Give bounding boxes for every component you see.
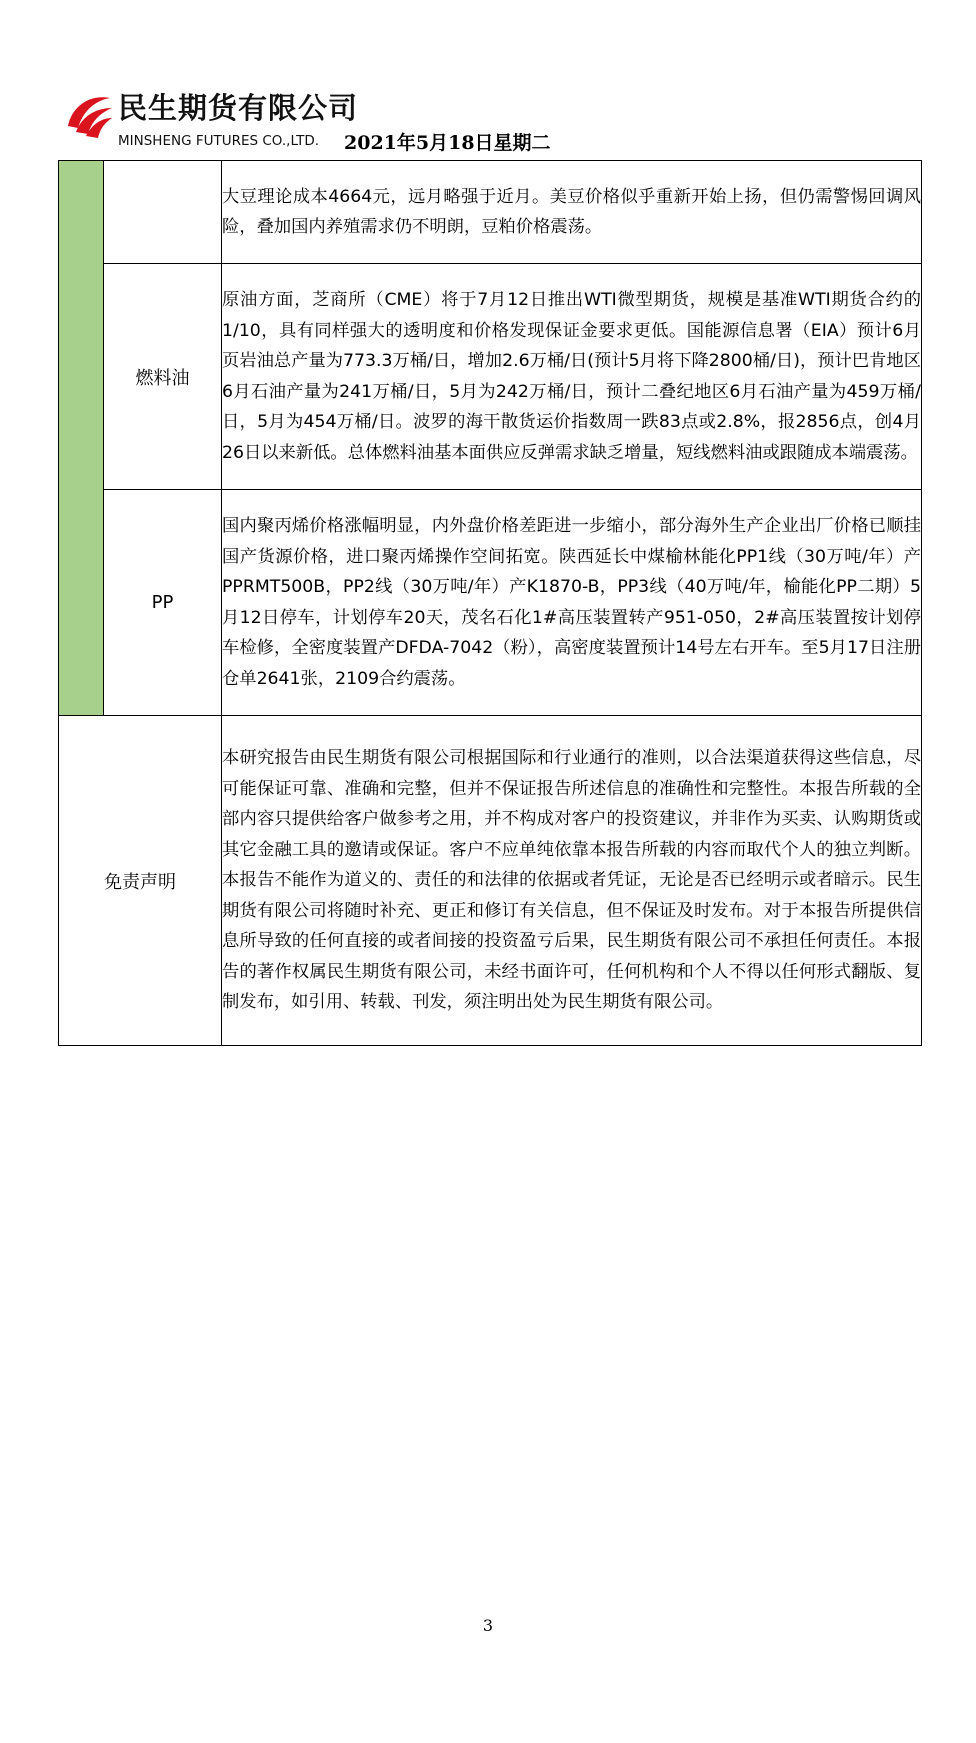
commodity-table — [58, 160, 922, 1046]
category-sidebar — [59, 161, 104, 716]
row-content: 大豆理论成本4664元，远月略强于近月。美豆价格似乎重新开始上扬，但仍需警惕回调风险，叠加国内养殖需求仍不明朗，豆粕价格震荡。 — [222, 161, 922, 264]
report-date: 2021年5月18日星期二 — [344, 132, 551, 154]
row-label: PP — [104, 490, 222, 716]
row-label: 燃料油 — [104, 264, 222, 490]
company-name-cn: 民生期货有限公司 — [118, 91, 359, 125]
disclaimer-row — [59, 716, 922, 1046]
page-header — [62, 84, 942, 154]
minsheng-logo-icon — [62, 88, 116, 142]
table-row — [59, 490, 922, 716]
table-row — [59, 161, 922, 264]
table-row — [59, 264, 922, 490]
row-content: 原油方面，芝商所（CME）将于7月12日推出WTI微型期货，规模是基准WTI期货合约的1/10，具有同样强大的透明度和价格发现保证金要求更低。国能源信息署（EIA）预计6月页岩油总产量为773.3万桶/日，增加2.6万桶/日(预计5月将下降2800桶/日)，预计巴肯地区6月石油产量为241万桶/日，5月为242万桶/日，预计二叠纪地区6月石油产量为459万桶/日，5月为454万桶/日。波罗的海干散货运价指数周一跌83点或2.8%，报2856点，创4月26日以来新低。总体燃料油基本面供应反弹需求缺乏增量，短线燃料油或跟随成本端震荡。 — [222, 264, 922, 490]
disclaimer-label: 免责声明 — [59, 716, 222, 1046]
company-name-en: MINSHENG FUTURES CO.,LTD. — [118, 133, 320, 149]
row-label — [104, 161, 222, 264]
row-content: 国内聚丙烯价格涨幅明显，内外盘价格差距进一步缩小，部分海外生产企业出厂价格已顺挂国产货源价格，进口聚丙烯操作空间拓宽。陕西延长中煤榆林能化PP1线（30万吨/年）产PPRMT500B，PP2线（30万吨/年）产K1870-B，PP3线（40万吨/年，榆能化PP二期）5月12日停车，计划停车20天，茂名石化1#高压装置转产951-050，2#高压装置按计划停车检修，全密度装置产DFDA-7042（粉），高密度装置预计14号左右开车。至5月17日注册仓单2641张，2109合约震荡。 — [222, 490, 922, 716]
disclaimer-text: 本研究报告由民生期货有限公司根据国际和行业通行的准则，以合法渠道获得这些信息，尽可能保证可靠、准确和完整，但并不保证报告所述信息的准确性和完整性。本报告所载的全部内容只提供给客户做参考之用，并不构成对客户的投资建议，并非作为买卖、认购期货或其它金融工具的邀请或保证。客户不应单纯依靠本报告所载的内容而取代个人的独立判断。本报告不能作为道义的、责任的和法律的依据或者凭证，无论是否已经明示或者暗示。民生期货有限公司将随时补充、更正和修订有关信息，但不保证及时发布。对于本报告所提供信息所导致的任何直接的或者间接的投资盈亏后果，民生期货有限公司不承担任何责任。本报告的著作权属民生期货有限公司，未经书面许可，任何机构和个人不得以任何形式翻版、复制发布，如引用、转载、刊发，须注明出处为民生期货有限公司。 — [222, 716, 922, 1046]
page-number: 3 — [482, 1616, 494, 1635]
